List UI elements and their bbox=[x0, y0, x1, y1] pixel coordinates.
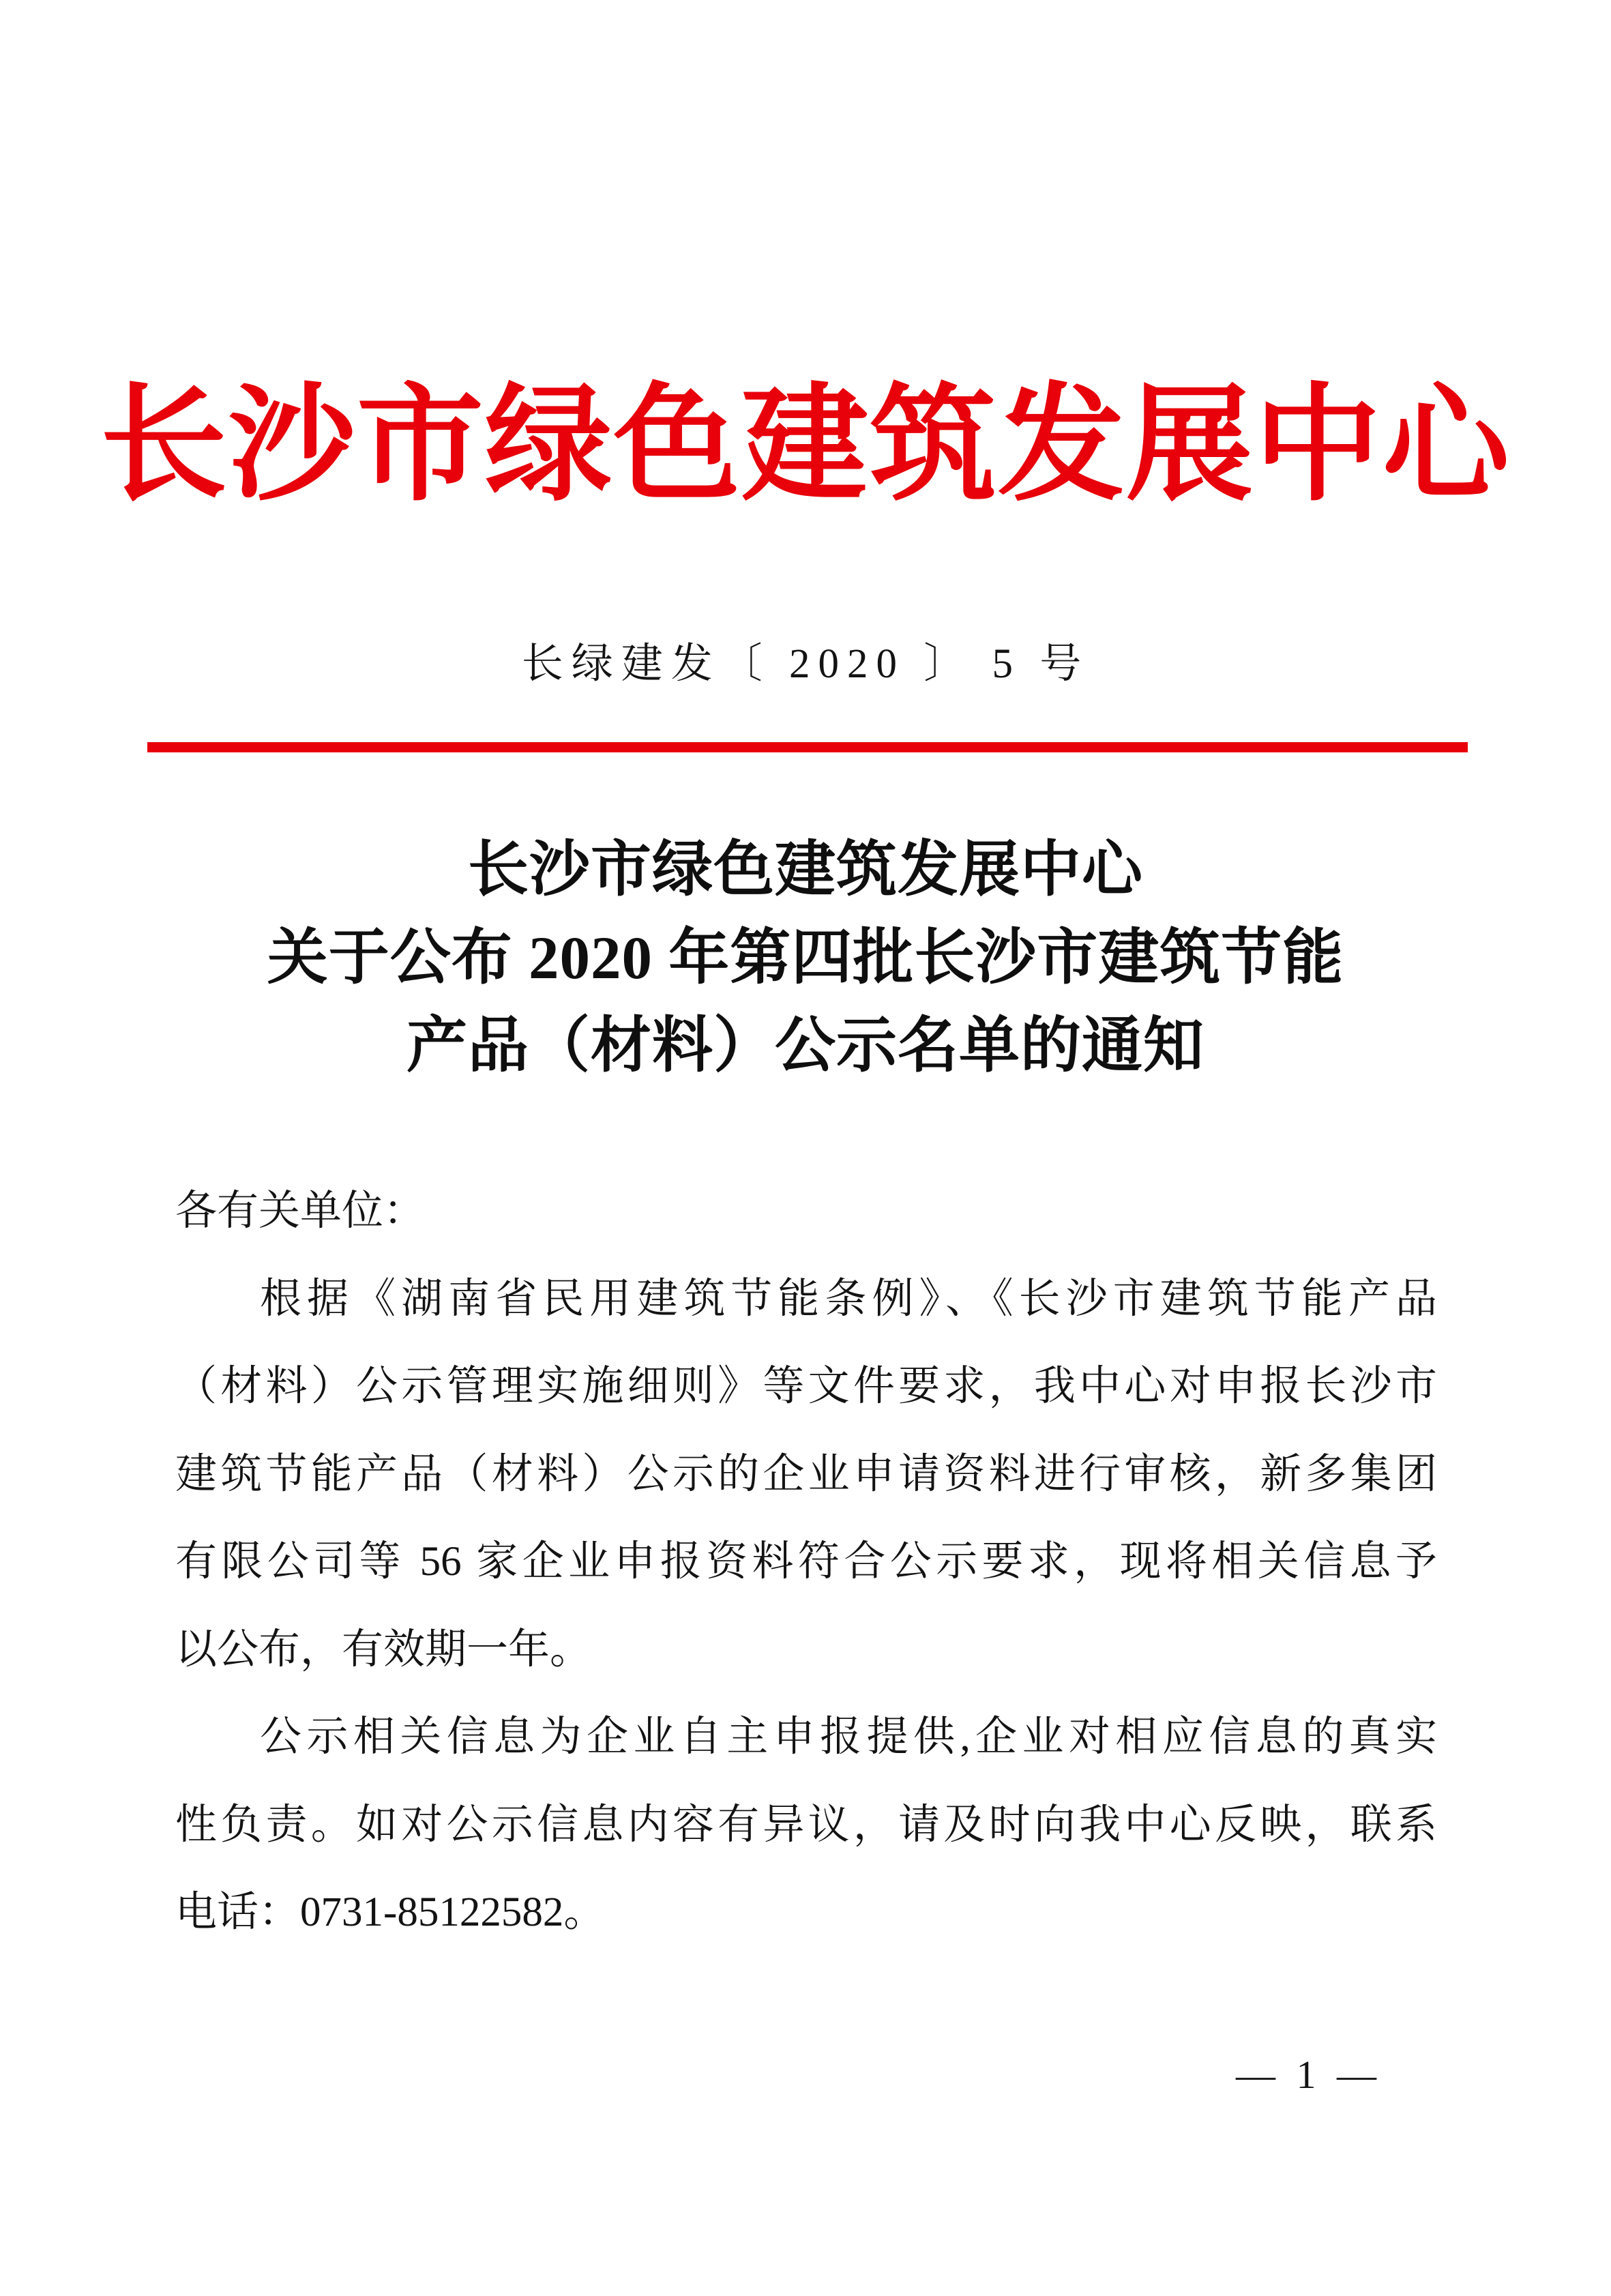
paragraph-1 bbox=[175, 1256, 1437, 1694]
paragraph-2 bbox=[175, 1694, 1437, 1957]
paragraph-2-line-3: 电话：0731-85122582。 bbox=[175, 1889, 606, 1935]
document-title bbox=[0, 827, 1611, 1091]
document-number: 长绿建发〔 2020 〕 5 号 bbox=[521, 641, 1090, 687]
red-divider-line bbox=[147, 742, 1468, 752]
document-body bbox=[175, 1168, 1437, 1957]
document-title-line-2: 关于公布 2020 年第四批长沙市建筑节能 bbox=[267, 925, 1344, 992]
document-title-line-3: 产品（材料）公示名单的通知 bbox=[407, 1013, 1204, 1080]
page-number: — 1 — bbox=[1236, 2052, 1382, 2097]
salutation: 各有关单位： bbox=[175, 1188, 426, 1234]
paragraph-2-line-1: 公示相关信息为企业自主申报提供,企业对相应信息的真实 bbox=[260, 1714, 1437, 1760]
paragraph-1-line-4: 有限公司等 56 家企业申报资料符合公示要求，现将相关信息予 bbox=[175, 1539, 1437, 1585]
letterhead-title: 长沙市绿色建筑发展中心 bbox=[100, 376, 1511, 516]
paragraph-2-line-2: 性负责。如对公示信息内容有异议，请及时向我中心反映，联系 bbox=[175, 1801, 1437, 1848]
document-title-line-1: 长沙市绿色建筑发展中心 bbox=[468, 837, 1143, 904]
paragraph-1-line-2: （材料）公示管理实施细则》等文件要求，我中心对申报长沙市 bbox=[175, 1364, 1437, 1409]
paragraph-1-line-1: 根据《湖南省民用建筑节能条例》、《长沙市建筑节能产品 bbox=[260, 1276, 1437, 1322]
paragraph-1-line-3: 建筑节能产品（材料）公示的企业申请资料进行审核，新多集团 bbox=[175, 1451, 1437, 1497]
paragraph-1-line-5: 以公布，有效期一年。 bbox=[175, 1626, 592, 1673]
